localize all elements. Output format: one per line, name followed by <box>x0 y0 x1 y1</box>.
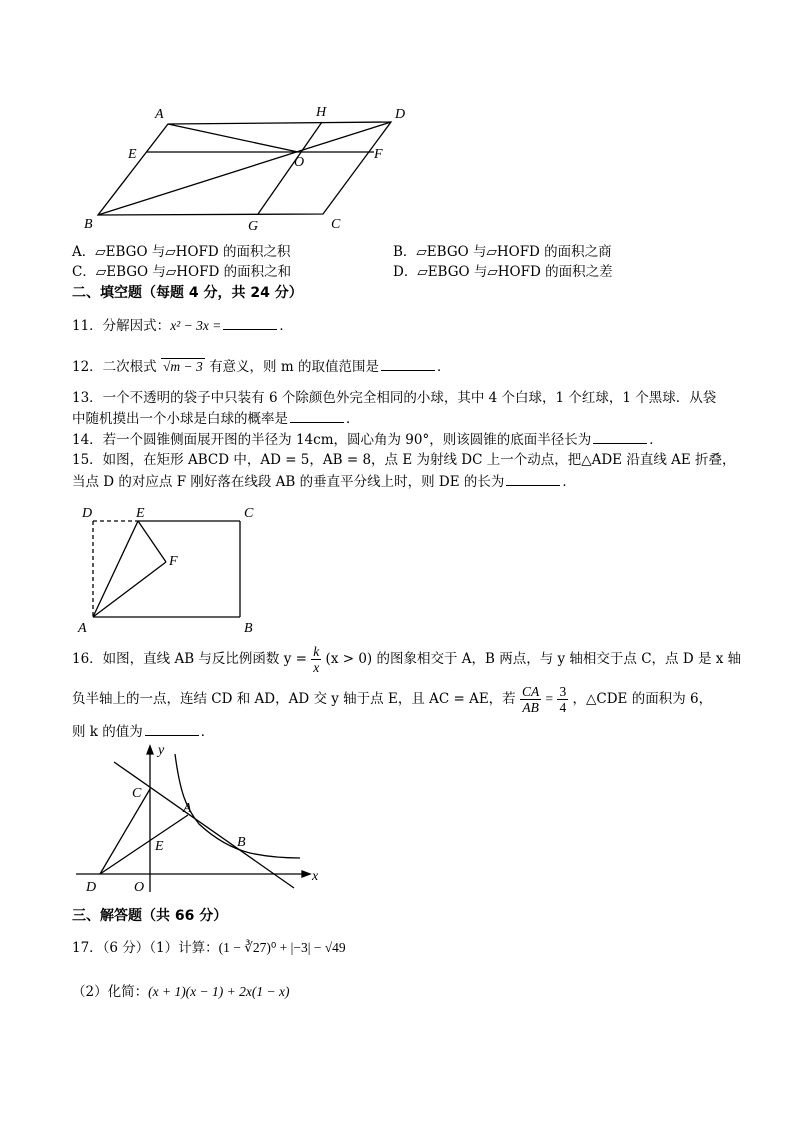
q14-answer-blank <box>593 430 647 444</box>
label-D: D <box>82 506 93 521</box>
q16-k: k <box>313 644 320 659</box>
q17-p2-expr: (x + 1)(x − 1) + 2x(1 − x) <box>148 984 290 999</box>
q13-answer-blank <box>290 409 344 423</box>
label-G: G <box>248 219 259 234</box>
y-axis-arrow <box>147 746 153 754</box>
label-F: F <box>169 554 178 569</box>
q16-ca: CA <box>521 684 540 699</box>
section-3-title: 三、解答题（共 66 分） <box>72 908 228 924</box>
q11-answer-blank <box>223 316 277 330</box>
sqrt-sign: √ <box>162 359 171 374</box>
section-2-title: 二、填空题（每题 4 分，共 24 分） <box>72 285 303 301</box>
q16-l2b: ，△CDE 的面积为 6， <box>572 691 713 707</box>
function-graph-figure <box>72 740 332 900</box>
axis-label-y: y <box>158 743 165 758</box>
label-E: E <box>155 839 164 854</box>
question-16-line2 <box>72 680 712 718</box>
q11-suffix: ． <box>279 318 293 334</box>
question-17-part1 <box>72 938 346 958</box>
q14-suffix: ． <box>649 432 663 448</box>
q12-radicand: m − 3 <box>170 359 203 374</box>
question-13-line1: 13．一个不透明的袋子中只装有 6 个除颜色外完全相同的小球，其中 4 个白球，1 个红球，1 个黑球．从袋 <box>72 390 717 406</box>
q13-suffix: ． <box>346 411 360 427</box>
rectangle-figure <box>72 500 272 635</box>
segment-ad <box>100 815 188 874</box>
q16-4: 4 <box>559 700 567 715</box>
label-F: F <box>374 147 383 162</box>
label-E: E <box>136 506 145 521</box>
q12-prefix: 12．二次根式 <box>72 359 157 375</box>
q16-l1a: 16．如图，直线 AB 与反比例函数 y = <box>72 651 307 667</box>
q16-ca-over-ab <box>520 684 541 715</box>
q16-answer-blank <box>145 722 199 736</box>
label-D: D <box>86 880 97 895</box>
q16-suffix: ． <box>200 724 215 740</box>
label-H: H <box>316 105 327 120</box>
question-15-line1: 15．如图，在矩形 ABCD 中，AD = 5，AB = 8，点 E 为射线 DC 上一个动点，把△ADE 沿直线 AE 折叠， <box>72 452 736 468</box>
q16-eq: = <box>545 691 554 706</box>
q13-line2-text: 中随机摸出一个小球是白球的概率是 <box>72 411 288 427</box>
option-c: C．▱EBGO 与▱HOFD 的面积之和 <box>72 264 292 280</box>
q11-prefix: 11．分解因式： <box>72 318 171 334</box>
q16-l2a: 负半轴上的一点，连结 CD 和 AD，AD 交 y 轴于点 E，且 AC = AE，若 <box>72 691 516 707</box>
label-C: C <box>244 506 254 521</box>
segment-ad-to-o <box>168 124 298 152</box>
label-C: C <box>331 217 341 232</box>
label-B: B <box>84 217 93 232</box>
segment-cd <box>100 789 150 874</box>
label-O: O <box>294 155 305 170</box>
q12-middle: 有意义，则 m 的取值范围是 <box>209 359 379 375</box>
label-D: D <box>395 107 406 122</box>
q14-text: 14．若一个圆锥侧面展开图的半径为 14cm，圆心角为 90°，则该圆锥的底面半径长为 <box>72 432 592 448</box>
q16-3: 3 <box>559 684 567 699</box>
question-14 <box>72 430 663 450</box>
q12-answer-blank <box>381 357 435 371</box>
option-d: D．▱EBGO 与▱HOFD 的面积之差 <box>393 264 613 280</box>
axis-label-x: x <box>312 869 319 884</box>
q16-x: x <box>313 660 320 675</box>
question-11 <box>72 316 293 336</box>
segment-hg <box>258 122 322 214</box>
label-A: A <box>155 107 164 122</box>
q15-suffix: ． <box>562 474 576 490</box>
q17-p2-prefix: （2）化简： <box>72 984 149 1000</box>
segment-ef <box>138 521 166 562</box>
q15-line2-text: 当点 D 的对应点 F 刚好落在线段 AB 的垂直平分线上时，则 DE 的长为 <box>72 474 505 490</box>
line-ab <box>114 762 294 888</box>
label-C: C <box>132 786 142 801</box>
q16-l1b: (x > 0) 的图象相交于 A，B 两点，与 y 轴相交于点 C，点 D 是 x 轴 <box>325 651 742 667</box>
parallelogram-figure <box>78 100 418 240</box>
q17-p1-expr: (1 − ∛27)⁰ + |−3| − √49 <box>218 940 346 955</box>
question-16-line1 <box>72 640 741 678</box>
label-B: B <box>237 835 246 850</box>
option-b: B．▱EBGO 与▱HOFD 的面积之商 <box>393 244 612 260</box>
question-17-part2 <box>72 982 289 1002</box>
diagonal-bd <box>98 122 391 215</box>
label-A: A <box>183 801 192 816</box>
segment-ae <box>93 521 138 617</box>
label-A: A <box>78 621 87 635</box>
q12-suffix: ． <box>436 359 451 375</box>
q16-k-over-x <box>311 644 321 675</box>
question-13-line2 <box>72 409 360 429</box>
q16-ab: AB <box>522 700 539 715</box>
option-a: A．▱EBGO 与▱HOFD 的面积之积 <box>72 244 291 260</box>
q16-l3: 则 k 的值为 <box>72 724 143 740</box>
q11-expr: x² − 3x = <box>170 318 222 333</box>
x-axis-arrow <box>302 871 310 877</box>
q16-three-quarters <box>557 684 568 715</box>
q12-radical <box>161 358 205 374</box>
segment-af <box>93 562 166 617</box>
label-O: O <box>134 880 145 895</box>
question-15-line2 <box>72 472 576 492</box>
label-B: B <box>244 621 253 635</box>
question-12 <box>72 357 450 377</box>
question-16-line3 <box>72 722 214 742</box>
q17-p1-prefix: 17．（6 分）（1）计算： <box>72 940 219 956</box>
label-E: E <box>128 147 137 162</box>
q15-answer-blank <box>506 472 560 486</box>
